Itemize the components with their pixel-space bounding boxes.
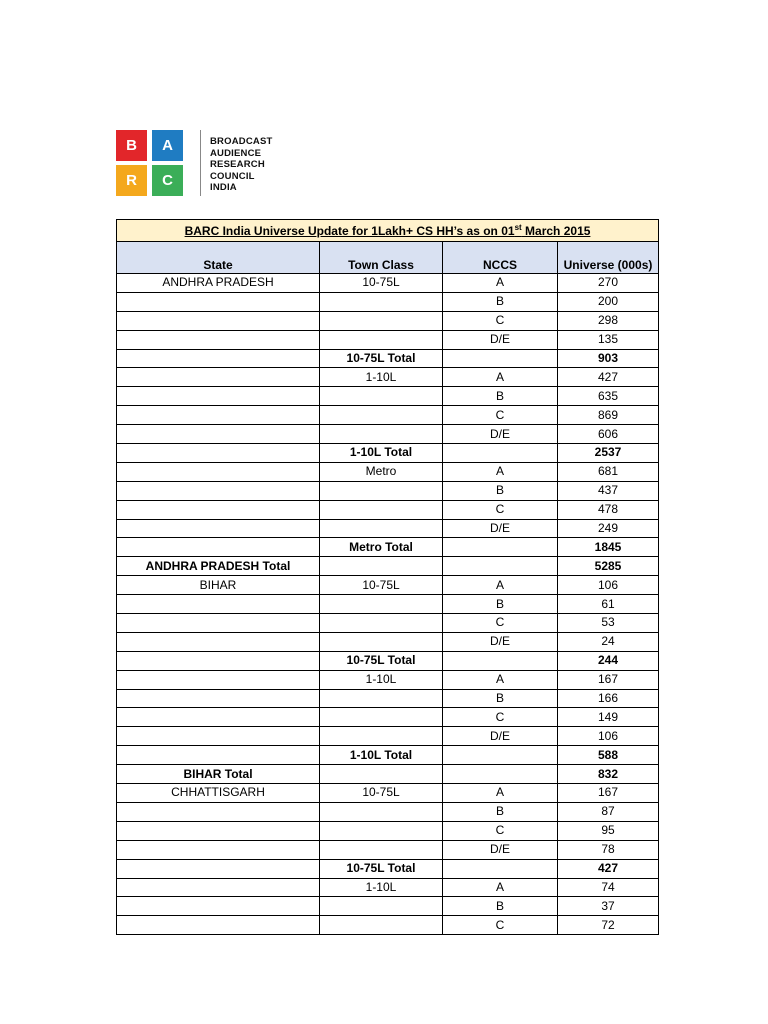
cell-town-class — [320, 311, 443, 330]
cell-universe: 588 — [558, 746, 659, 765]
logo-divider — [200, 130, 201, 196]
cell-nccs: A — [443, 576, 558, 595]
title-text: BARC India Universe Update for 1Lakh+ CS HH’s as on 01 — [184, 223, 515, 238]
cell-town-class — [320, 765, 443, 784]
cell-town-class: 10-75L — [320, 784, 443, 803]
cell-nccs: C — [443, 311, 558, 330]
cell-state — [117, 387, 320, 406]
cell-state — [117, 727, 320, 746]
table-row — [117, 727, 659, 746]
cell-universe: 167 — [558, 670, 659, 689]
cell-state: ANDHRA PRADESH — [117, 274, 320, 293]
cell-town-class — [320, 802, 443, 821]
cell-state — [117, 821, 320, 840]
cell-state — [117, 916, 320, 935]
org-line: INDIA — [210, 182, 237, 193]
cell-universe: 681 — [558, 462, 659, 481]
cell-town-class — [320, 425, 443, 444]
cell-state — [117, 614, 320, 633]
cell-universe: 72 — [558, 916, 659, 935]
cell-town-class: 1-10L Total — [320, 746, 443, 765]
cell-universe: 149 — [558, 708, 659, 727]
cell-town-class: 1-10L Total — [320, 444, 443, 463]
org-line: COUNCIL — [210, 170, 255, 182]
cell-state: ANDHRA PRADESH Total — [117, 557, 320, 576]
cell-nccs: C — [443, 500, 558, 519]
org-line: RESEARCH — [210, 159, 265, 170]
cell-town-class — [320, 689, 443, 708]
cell-state — [117, 859, 320, 878]
cell-state: CHHATTISGARH — [117, 784, 320, 803]
universe-table — [116, 219, 659, 935]
table-row — [117, 897, 659, 916]
column-header-town-class: Town Class — [320, 242, 443, 274]
cell-nccs: C — [443, 916, 558, 935]
cell-nccs: D/E — [443, 519, 558, 538]
cell-universe: 869 — [558, 406, 659, 425]
cell-nccs: B — [443, 689, 558, 708]
cell-universe: 244 — [558, 651, 659, 670]
table-row — [117, 425, 659, 444]
cell-town-class: 10-75L — [320, 274, 443, 293]
cell-state — [117, 632, 320, 651]
cell-town-class — [320, 840, 443, 859]
title-text-end: March 2015 — [521, 223, 591, 238]
cell-nccs: B — [443, 481, 558, 500]
cell-town-class: 1-10L — [320, 670, 443, 689]
cell-state — [117, 689, 320, 708]
cell-state — [117, 538, 320, 557]
cell-state: BIHAR — [117, 576, 320, 595]
cell-universe: 635 — [558, 387, 659, 406]
table-row — [117, 311, 659, 330]
logo-org-name — [210, 136, 273, 194]
table-row-total — [117, 651, 659, 670]
cell-town-class: 10-75L Total — [320, 349, 443, 368]
cell-town-class — [320, 614, 443, 633]
table-row-total — [117, 444, 659, 463]
table-row — [117, 878, 659, 897]
cell-state — [117, 349, 320, 368]
cell-nccs: D/E — [443, 330, 558, 349]
table-row-total — [117, 765, 659, 784]
table-row — [117, 274, 659, 293]
cell-nccs: D/E — [443, 425, 558, 444]
cell-universe: 106 — [558, 576, 659, 595]
cell-nccs: D/E — [443, 632, 558, 651]
cell-state — [117, 897, 320, 916]
cell-universe: 106 — [558, 727, 659, 746]
cell-state — [117, 462, 320, 481]
cell-nccs — [443, 746, 558, 765]
table-row-total — [117, 859, 659, 878]
table-row — [117, 576, 659, 595]
cell-town-class: 1-10L — [320, 368, 443, 387]
table-row — [117, 708, 659, 727]
cell-nccs: C — [443, 614, 558, 633]
cell-town-class — [320, 708, 443, 727]
table-row — [117, 500, 659, 519]
cell-town-class — [320, 406, 443, 425]
cell-universe: 270 — [558, 274, 659, 293]
cell-nccs: B — [443, 292, 558, 311]
table-row — [117, 292, 659, 311]
cell-universe: 74 — [558, 878, 659, 897]
cell-town-class: 1-10L — [320, 878, 443, 897]
table-title — [117, 220, 659, 242]
table-row — [117, 670, 659, 689]
cell-town-class — [320, 916, 443, 935]
cell-nccs: D/E — [443, 840, 558, 859]
cell-state: BIHAR Total — [117, 765, 320, 784]
cell-universe: 427 — [558, 859, 659, 878]
table-row — [117, 368, 659, 387]
column-header-nccs: NCCS — [443, 242, 558, 274]
table-row — [117, 632, 659, 651]
barc-logo — [116, 130, 286, 196]
table-row — [117, 821, 659, 840]
cell-town-class — [320, 727, 443, 746]
cell-nccs: B — [443, 802, 558, 821]
cell-town-class: 10-75L Total — [320, 651, 443, 670]
cell-nccs — [443, 444, 558, 463]
cell-universe: 167 — [558, 784, 659, 803]
column-header-universe: Universe (000s) — [558, 242, 659, 274]
table-row — [117, 784, 659, 803]
table-row — [117, 802, 659, 821]
table-row — [117, 689, 659, 708]
cell-universe: 87 — [558, 802, 659, 821]
cell-nccs: A — [443, 670, 558, 689]
cell-nccs: A — [443, 878, 558, 897]
cell-state — [117, 311, 320, 330]
cell-universe: 427 — [558, 368, 659, 387]
cell-town-class — [320, 500, 443, 519]
cell-universe: 249 — [558, 519, 659, 538]
cell-town-class — [320, 519, 443, 538]
cell-town-class: Metro Total — [320, 538, 443, 557]
cell-nccs: B — [443, 897, 558, 916]
cell-universe: 832 — [558, 765, 659, 784]
org-line: BROADCAST — [210, 136, 273, 147]
cell-state — [117, 500, 320, 519]
cell-nccs: C — [443, 708, 558, 727]
cell-nccs — [443, 651, 558, 670]
cell-state — [117, 519, 320, 538]
column-header-state: State — [117, 242, 320, 274]
cell-nccs: B — [443, 387, 558, 406]
table-row-total — [117, 746, 659, 765]
cell-town-class — [320, 387, 443, 406]
table-row — [117, 462, 659, 481]
cell-state — [117, 330, 320, 349]
table-row — [117, 519, 659, 538]
table-row — [117, 406, 659, 425]
cell-universe: 478 — [558, 500, 659, 519]
cell-universe: 53 — [558, 614, 659, 633]
table-row — [117, 387, 659, 406]
title-superscript: st — [514, 222, 522, 232]
table-body — [117, 274, 659, 935]
cell-state — [117, 368, 320, 387]
cell-state — [117, 746, 320, 765]
cell-nccs — [443, 538, 558, 557]
cell-state — [117, 292, 320, 311]
cell-universe: 1845 — [558, 538, 659, 557]
table-row — [117, 840, 659, 859]
logo-tile-r: R — [116, 165, 147, 196]
cell-town-class — [320, 821, 443, 840]
table-row-total — [117, 349, 659, 368]
cell-universe: 135 — [558, 330, 659, 349]
cell-town-class — [320, 632, 443, 651]
cell-universe: 78 — [558, 840, 659, 859]
cell-nccs: A — [443, 462, 558, 481]
logo-tile-a: A — [152, 130, 183, 161]
table-row-total — [117, 557, 659, 576]
cell-town-class: Metro — [320, 462, 443, 481]
cell-town-class — [320, 897, 443, 916]
cell-state — [117, 878, 320, 897]
cell-state — [117, 651, 320, 670]
cell-universe: 61 — [558, 595, 659, 614]
cell-town-class: 10-75L — [320, 576, 443, 595]
cell-town-class — [320, 595, 443, 614]
cell-nccs: B — [443, 595, 558, 614]
cell-state — [117, 425, 320, 444]
cell-universe: 606 — [558, 425, 659, 444]
cell-universe: 166 — [558, 689, 659, 708]
logo-tile-c: C — [152, 165, 183, 196]
cell-universe: 5285 — [558, 557, 659, 576]
cell-town-class — [320, 481, 443, 500]
cell-nccs: C — [443, 821, 558, 840]
org-line: AUDIENCE — [210, 147, 262, 159]
logo-tile-b: B — [116, 130, 147, 161]
cell-state — [117, 802, 320, 821]
cell-nccs — [443, 859, 558, 878]
cell-state — [117, 595, 320, 614]
cell-town-class — [320, 330, 443, 349]
cell-nccs: C — [443, 406, 558, 425]
cell-nccs: A — [443, 274, 558, 293]
table-row — [117, 595, 659, 614]
cell-state — [117, 840, 320, 859]
cell-town-class — [320, 557, 443, 576]
cell-nccs — [443, 557, 558, 576]
table-row — [117, 614, 659, 633]
cell-universe: 95 — [558, 821, 659, 840]
table-row — [117, 330, 659, 349]
cell-universe: 37 — [558, 897, 659, 916]
cell-state — [117, 481, 320, 500]
cell-state — [117, 670, 320, 689]
cell-universe: 437 — [558, 481, 659, 500]
cell-town-class: 10-75L Total — [320, 859, 443, 878]
cell-state — [117, 708, 320, 727]
cell-town-class — [320, 292, 443, 311]
cell-nccs — [443, 765, 558, 784]
cell-universe: 2537 — [558, 444, 659, 463]
table-row — [117, 481, 659, 500]
cell-state — [117, 444, 320, 463]
cell-universe: 24 — [558, 632, 659, 651]
cell-nccs: A — [443, 368, 558, 387]
cell-universe: 298 — [558, 311, 659, 330]
cell-universe: 903 — [558, 349, 659, 368]
cell-nccs: A — [443, 784, 558, 803]
table-row-total — [117, 538, 659, 557]
cell-nccs — [443, 349, 558, 368]
table-row — [117, 916, 659, 935]
cell-nccs: D/E — [443, 727, 558, 746]
cell-state — [117, 406, 320, 425]
cell-universe: 200 — [558, 292, 659, 311]
